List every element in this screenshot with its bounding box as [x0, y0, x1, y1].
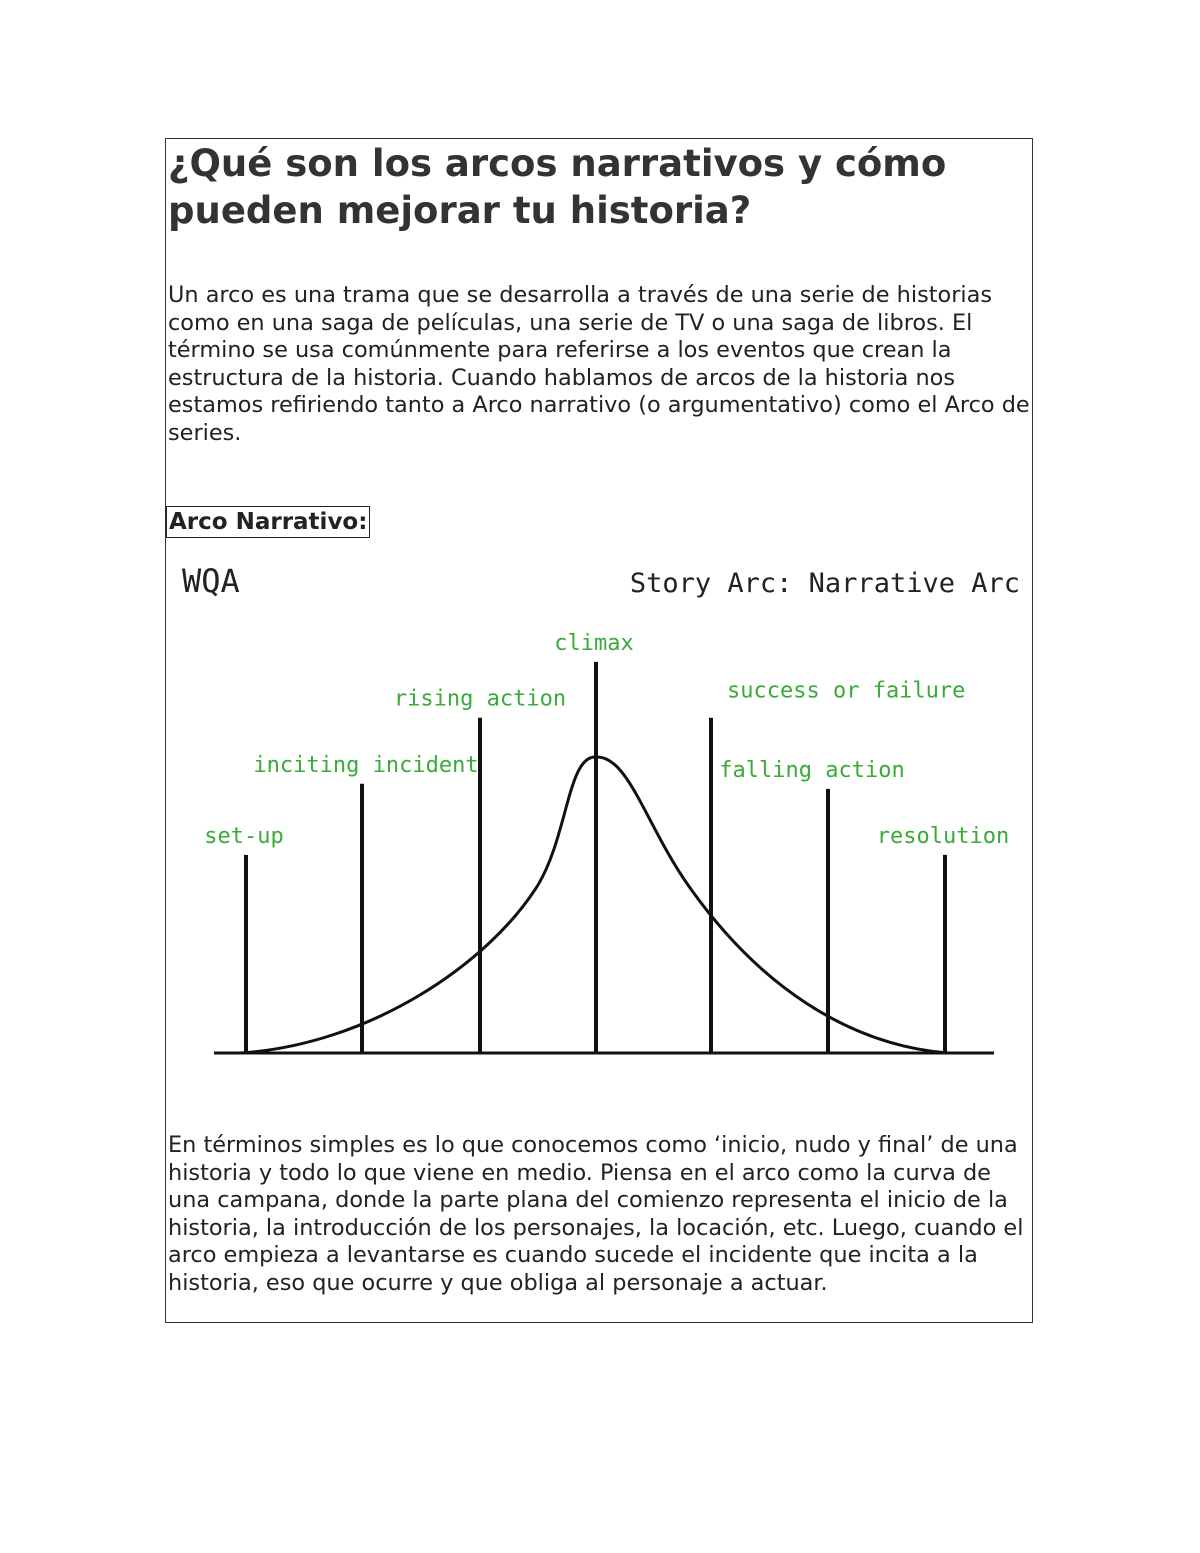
- diagram-title: Story Arc: Narrative Arc: [629, 568, 1020, 599]
- stage-label-4: climax: [554, 630, 634, 656]
- intro-paragraph: Un arco es una trama que se desarrolla a través de una serie de historias como en una saga de películas, una serie de TV o una saga de libros. El término se usa comúnmente para referirse a los eventos que crean la estructura de la historia. Cuando hablamos de arcos de la historia nos estamos refiriendo tanto a Arco narrativo (o argumentativo) como el Arco de series.: [168, 282, 1030, 446]
- section-heading: Arco Narrativo:: [166, 506, 370, 538]
- stage-label-7: resolution: [876, 823, 1010, 849]
- diagram-logo: WQA: [182, 562, 240, 600]
- body-paragraph: En términos simples es lo que conocemos como ‘inicio, nudo y final’ de una historia y todo lo que viene en medio. Piensa en el arco como la curva de una campana, donde la parte plana del comienzo representa el inicio de la historia, la introducción de los personajes, la locación, etc. Luego, cuando el arco empieza a levantarse es cuando sucede el incidente que incita a la historia, eso que ocurre y que obliga al personaje a actuar.: [168, 1132, 1024, 1296]
- stage-label-6: falling action: [719, 757, 905, 783]
- stage-label-1: set-up: [204, 823, 284, 849]
- stage-label-5: success or failure: [727, 678, 966, 704]
- arc-stages: [204, 631, 1009, 1053]
- stage-label-3: rising action: [393, 686, 567, 712]
- stage-label-2: inciting incident: [253, 752, 479, 778]
- narrative-arc-diagram: [168, 545, 1028, 1085]
- document-title: ¿Qué son los arcos narrativos y cómo pueden mejorar tu historia?: [168, 142, 947, 232]
